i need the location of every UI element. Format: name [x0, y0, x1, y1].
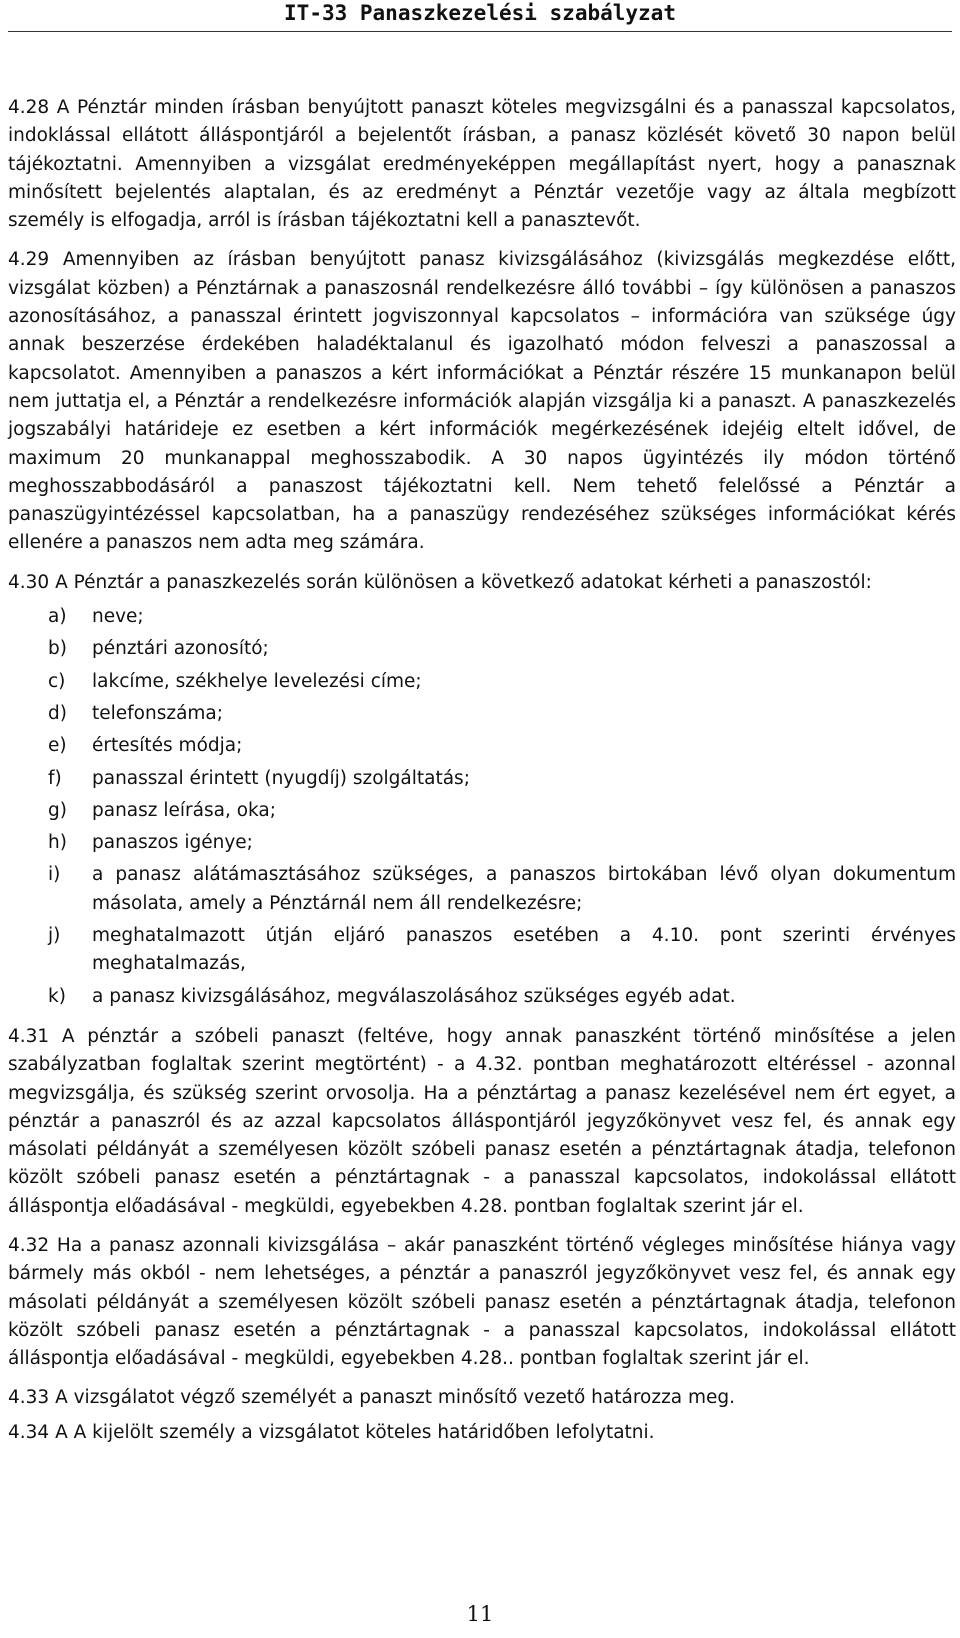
list-item-label: j) — [48, 925, 61, 947]
paragraph-4-28: 4.28 A Pénztár minden írásban benyújtott panaszt köteles megvizsgálni és a panasszal kapcsolatos, indoklással ellátott álláspontjáról a bejelentőt írásban, a panasz közlését követő 30 napon belül tájékoztatni. Amennyiben a vizsgálat eredményeképpen megállapítást nyert, hogy a panasznak minősített bejelentés alaptalan, és az eredményt a Pénztár vezetője vagy az általa megbízott személy is elfogadja, arról is írásban tájékoztatni kell a panasztevőt. — [8, 97, 956, 232]
list-item-text: neve; — [92, 606, 144, 628]
list-item-text: a panasz alátámasztásához szükséges, a panaszos birtokában lévő olyan dokumentum másolata, amely a Pénztárnál nem áll rendelkezésre; — [92, 864, 956, 914]
list-item-text: a panasz kivizsgálásához, megválaszolásához szükséges egyéb adat. — [92, 985, 736, 1007]
list-item-label: h) — [48, 832, 67, 854]
paragraph-4-33: 4.33 A vizsgálatot végző személyét a panaszt minősítő vezető határozza meg. — [8, 1387, 736, 1409]
paragraph-4-30: 4.30 A Pénztár a panaszkezelés során különösen a következő adatokat kérheti a panaszostól: — [8, 571, 872, 593]
list-item-text: panaszos igénye; — [92, 832, 253, 854]
list-item — [8, 922, 956, 979]
list-item-text: meghatalmazott útján eljáró panaszos esetében a 4.10. pont szerinti érvényes meghatalmazás, — [92, 925, 956, 975]
paragraph-4-32: 4.32 Ha a panasz azonnali kivizsgálása – akár panaszként történő végleges minősítése hiánya vagy bármely más okból - nem lehetséges, a pénztár a panaszról jegyzőkönyvet vesz fel, és annak egy másolati példányát a személyesen közölt szóbeli panasz esetén a pénztártagnak átadja, telefonon közölt szóbeli panasz esetén a pénztártagnak - a panasszal kapcsolatos, indokolással ellátott álláspontja előadásával - megküldi, egyebekben 4.28.. pontban foglaltak szerint jár el. — [8, 1234, 956, 1370]
requested-data-list — [8, 603, 956, 1011]
list-item-label: f) — [48, 767, 62, 789]
list-item-text: telefonszáma; — [92, 702, 223, 724]
list-item-label: c) — [48, 670, 66, 692]
list-item — [8, 668, 956, 696]
paragraph-4-34: 4.34 A A kijelölt személy a vizsgálatot köteles határidőben lefolytatni. — [8, 1421, 655, 1443]
list-item — [8, 700, 956, 728]
list-item — [8, 861, 956, 918]
list-item — [8, 983, 956, 1011]
list-item-text: pénztári azonosító; — [92, 638, 269, 660]
list-item — [8, 797, 956, 825]
list-item-label: b) — [48, 638, 67, 660]
list-item — [8, 732, 956, 760]
list-item-label: a) — [48, 606, 67, 628]
list-item — [8, 635, 956, 663]
list-item — [8, 765, 956, 793]
list-item-label: g) — [48, 799, 67, 821]
page-number: 11 — [466, 1602, 494, 1626]
list-item — [8, 603, 956, 631]
document-body — [8, 94, 956, 1458]
list-item-label: e) — [48, 735, 67, 757]
list-item-text: értesítés módja; — [92, 735, 243, 757]
list-item-text: panasz leírása, oka; — [92, 799, 276, 821]
paragraph-4-29: 4.29 Amennyiben az írásban benyújtott panasz kivizsgálásához (kivizsgálás megkezdése előtt, vizsgálat közben) a Pénztárnak a panaszosnál rendelkezésre álló további – így különösen a panaszos azonosításához, a panasszal érintett jogviszonnyal kapcsolatos – információra van szüksége úgy annak beszerzése érdekében haladéktalanul és igazolható módon felveszi a panaszossal a kapcsolatot. Amennyiben a panaszos a kért információkat a Pénztár részére 15 munkanapon belül nem juttatja el, a Pénztár a rendelkezésre információk alapján vizsgálja ki a panaszt. A panaszkezelés jogszabályi határideje ez esetben a kért információk megérkezésének idejéig eltelt idővel, de maximum 20 munkanappal meghosszabodik. A 30 napos ügyintézés ily módon történő meghosszabbodásáról a panaszost tájékoztatni kell. Nem tehető felelőssé a Pénztár a panaszügyintézéssel kapcsolatban, ha a panaszügy rendezéséhez szükséges információkat kérés ellenére a panaszos nem adta meg számára. — [8, 249, 956, 554]
list-item-label: i) — [48, 864, 61, 886]
list-item — [8, 829, 956, 857]
list-item-label: d) — [48, 702, 67, 724]
header-divider — [8, 31, 952, 32]
list-item-text: panasszal érintett (nyugdíj) szolgáltatás; — [92, 767, 470, 789]
list-item-text: lakcíme, székhelye levelezési címe; — [92, 670, 422, 692]
list-item-label: k) — [48, 985, 66, 1007]
document-header-title: IT-33 Panaszkezelési szabályzat — [284, 1, 676, 25]
paragraph-4-31: 4.31 A pénztár a szóbeli panaszt (feltéve, hogy annak panaszként történő minősítése a jelen szabályzatban foglaltak szerint megtörtént) - a 4.32. pontban meghatározott eltéréssel - azonnal megvizsgálja, és szükség szerint orvosolja. Ha a pénztártag a panasz kezelésével nem ért egyet, a pénztár a panaszról és az azzal kapcsolatos álláspontjáról jegyzőkönyvet vesz fel, és annak egy másolati példányát a személyesen közölt szóbeli panasz esetén a pénztártagnak átadja, telefonon közölt szóbeli panasz esetén a pénztártagnak - a panasszal kapcsolatos, indokolással ellátott álláspontja előadásával - megküldi, egyebekben 4.28. pontban foglaltak szerint jár el. — [8, 1025, 956, 1217]
